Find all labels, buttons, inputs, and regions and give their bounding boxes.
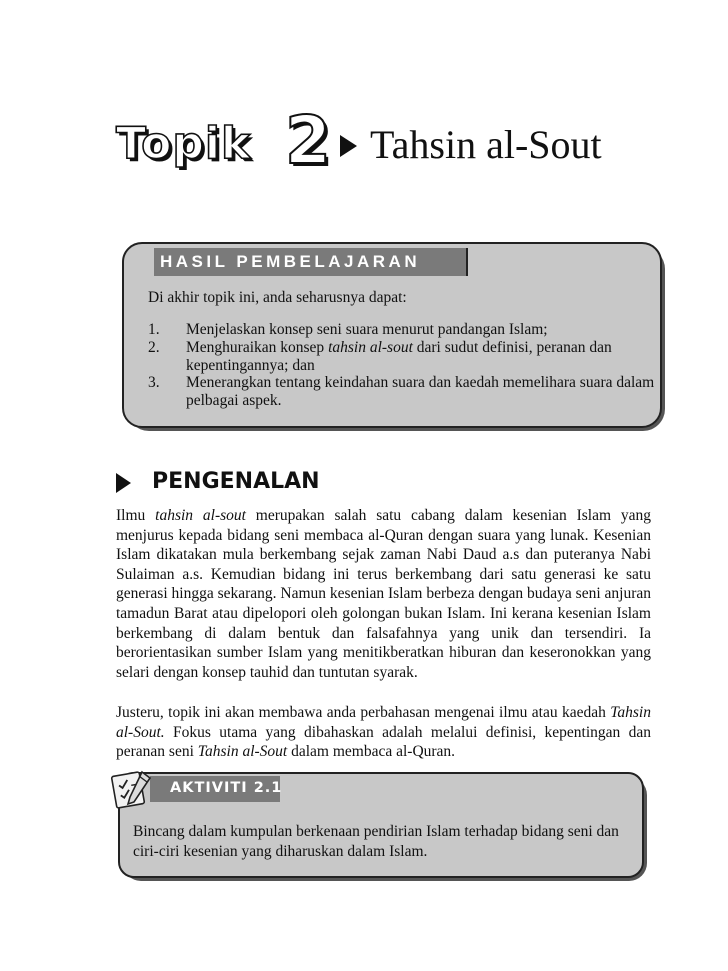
- activity-text: Bincang dalam kumpulan berkenaan pendirian Islam terhadap bidang seni dan ciri-ciri kesenian yang diharuskan dalam Islam.: [133, 823, 619, 860]
- outcome-text: Menjelaskan konsep seni suara menurut pandangan Islam;: [186, 321, 548, 338]
- paragraph-focus: Justeru, topik ini akan membawa anda perbahasan mengenai ilmu atau kaedah Tahsin al-Sout. Fokus utama yang dibahaskan adalah melalui definisi, kepentingan dan peranan seni Tahsin al-Sout dalam membaca al-Quran.: [116, 704, 651, 761]
- page-title: Tahsin al-Sout: [370, 122, 602, 167]
- section-arrow-icon: [116, 473, 131, 493]
- activity-label: AKTIVITI 2.1: [170, 780, 283, 796]
- outcome-number: 1.: [148, 321, 160, 338]
- outcome-number: 2.: [148, 339, 160, 356]
- section-heading: PENGENALAN: [152, 469, 320, 494]
- checklist-pencil-icon: [108, 766, 156, 810]
- outcome-text: Menerangkan tentang keindahan suara dan kaedah memelihara suara dalam pelbagai aspek.: [186, 374, 655, 409]
- outcome-text: Menghuraikan konsep tahsin al-sout dari sudut definisi, peranan dan kepentingannya; dan: [186, 339, 612, 374]
- outcomes-tab-label: HASIL PEMBELAJARAN: [160, 252, 421, 271]
- topic-label: Topik: [116, 118, 252, 169]
- title-arrow-icon: [340, 135, 357, 157]
- outcomes-intro: Di akhir topik ini, anda seharusnya dapat:: [148, 289, 407, 306]
- outcome-number: 3.: [148, 374, 160, 391]
- topic-number: 2: [285, 102, 331, 179]
- paragraph-intro: Ilmu tahsin al-sout merupakan salah satu cabang dalam kesenian Islam yang menjurus kepada bidang seni membaca al-Quran dengan suara yang lunak. Kesenian Islam dikatakan mula berkembang sejak zaman Nabi Daud a.s dan puteranya Nabi Sulaiman a.s. Kemudian bidang ini terus berkembang dari satu generasi ke satu generasi hingga sekarang. Namun kesenian Islam berbeza dengan budaya seni anjuran tamadun Barat atau dipelopori oleh golongan bukan Islam. Ini kerana kesenian Islam berkembang di dalam bentuk dan falsafahnya yang unik dan tersendiri. Ia berorientasikan sumber Islam yang menitikberatkan hiburan dan keseronokkan yang selari dengan konsep tauhid dan tuntutan syarak.: [116, 507, 652, 681]
